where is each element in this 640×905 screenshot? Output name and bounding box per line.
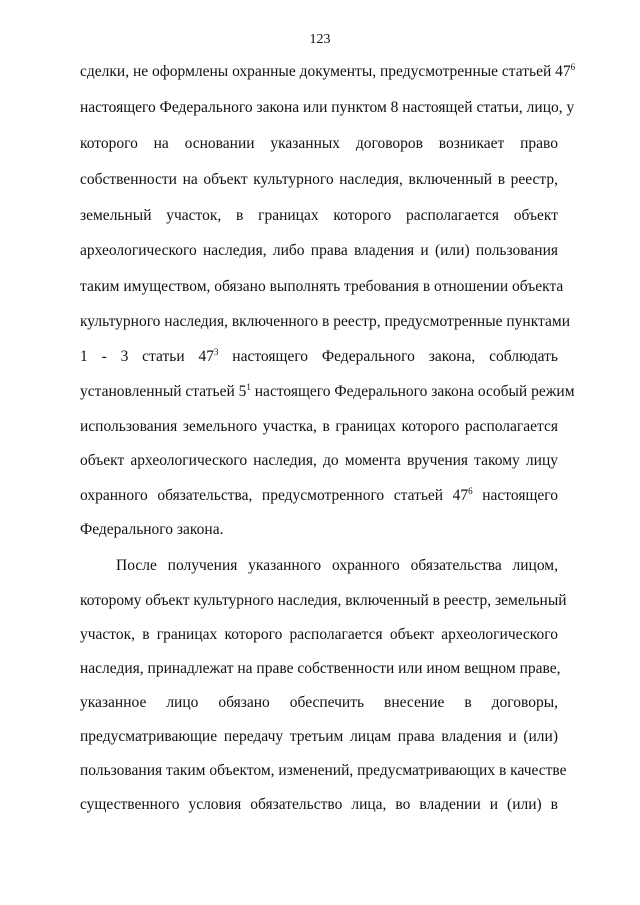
text-line: сделки, не оформлены охранные документы, предусмотренные статьей $47^6$ — [80, 62, 576, 80]
page-number: 123 — [309, 32, 331, 47]
text-line: указанное лицо обязано обеспечить внесение в договоры, — [80, 694, 558, 711]
text-line: объект археологического наследия, до момента вручения такому лицу — [80, 452, 558, 469]
text-line: существенного условия обязательство лица, во владении и (или) в — [80, 796, 558, 813]
text-line: охранного обязательства, предусмотренного статьей $47^6$ настоящего — [80, 486, 558, 504]
text-line: культурного наследия, включенного в реестр, предусмотренные пунктами — [80, 313, 570, 330]
text-line: предусматривающие передачу третьим лицам права владения и (или) — [80, 728, 558, 745]
text-line: археологического наследия, либо права владения и (или) пользования — [80, 242, 558, 259]
text-line: настоящего Федерального закона или пунктом 8 настоящей статьи, лицо, у — [80, 99, 575, 116]
text-line: которому объект культурного наследия, включенный в реестр, земельный — [80, 592, 567, 609]
text-line: использования земельного участка, в границах которого располагается — [80, 418, 558, 435]
text-line: участок, в границах которого располагается объект археологического — [80, 626, 558, 643]
text-line: 1 - 3 статьи $47^3$ настоящего Федерального закона, соблюдать — [80, 347, 558, 365]
text-line: пользования таким объектом, изменений, предусматривающих в качестве — [80, 762, 567, 779]
text-line: Федерального закона. — [80, 521, 224, 538]
text-line: земельный участок, в границах которого располагается объект — [80, 207, 558, 224]
text-line: установленный статьей $5^1$ настоящего Федерального закона особый режим — [80, 382, 575, 400]
text-line: собственности на объект культурного наследия, включенный в реестр, — [80, 171, 558, 188]
text-line: которого на основании указанных договоров возникает право — [80, 135, 558, 152]
text-line: таким имуществом, обязано выполнять требования в отношении объекта — [80, 278, 564, 295]
text-line: наследия, принадлежат на праве собственности или ином вещном праве, — [80, 660, 561, 677]
paragraph-first-line: После получения указанного охранного обязательства лицом, — [116, 557, 558, 574]
